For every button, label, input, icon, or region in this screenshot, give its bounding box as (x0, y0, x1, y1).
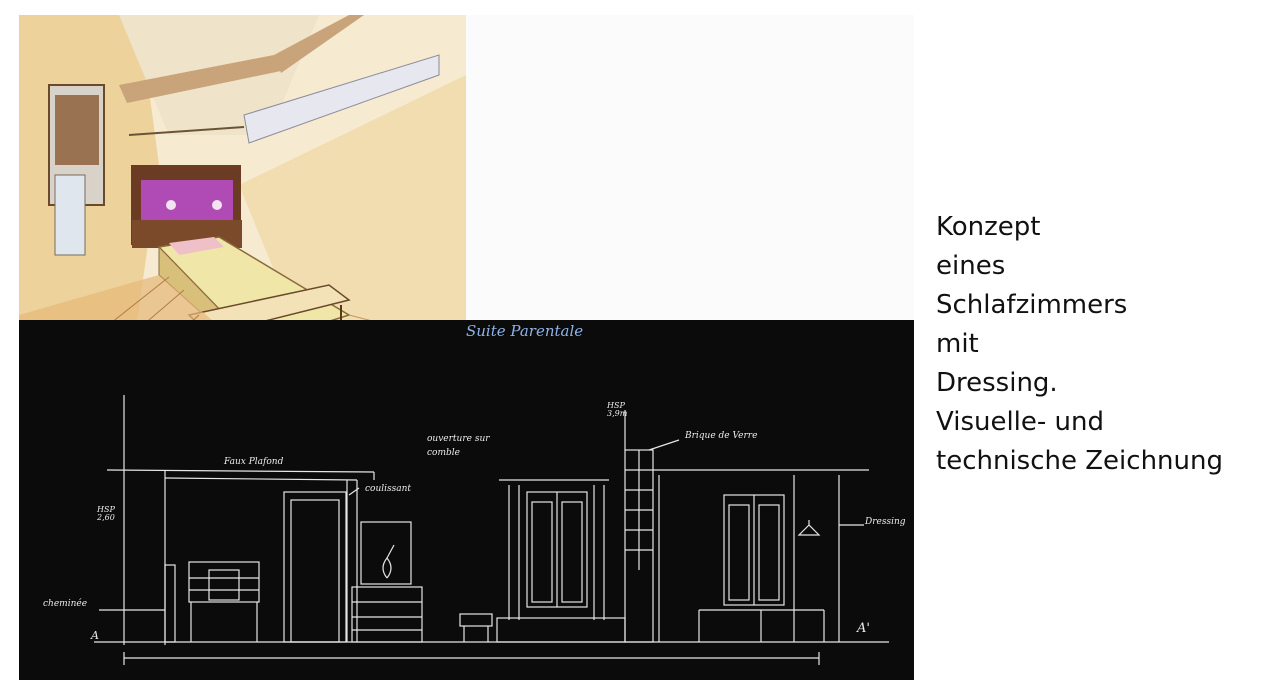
drawing-title: Suite Parentale (466, 322, 584, 340)
label-hsp-left: HSP 2,60 (97, 505, 115, 522)
caption-line: Schlafzimmers (936, 290, 1128, 320)
label-hsp-right: HSP 3,9m (607, 401, 628, 418)
label-brique: Brique de Verre (685, 431, 758, 441)
blank-paper (466, 15, 914, 320)
label-dressing: Dressing (865, 517, 906, 527)
caption-line: technische Zeichnung (936, 446, 1223, 476)
label-section-a-left: A (91, 629, 99, 642)
caption-line: Dressing. (936, 368, 1058, 398)
caption-line: mit (936, 329, 979, 359)
caption-line: Konzept (936, 212, 1041, 242)
label-coulissant: coulissant (365, 484, 412, 494)
label-ouverture: ouverture sur comble (427, 434, 490, 459)
caption-line: eines (936, 251, 1006, 281)
label-cheminee: cheminée (43, 599, 88, 609)
elevation-lines (19, 320, 914, 680)
caption-line: Visuelle- und (936, 407, 1105, 437)
label-faux-plafond: Faux Plafond (224, 457, 284, 467)
technical-elevation-drawing (19, 320, 914, 680)
concept-caption (936, 208, 1266, 481)
label-section-a-right: A' (857, 621, 870, 636)
